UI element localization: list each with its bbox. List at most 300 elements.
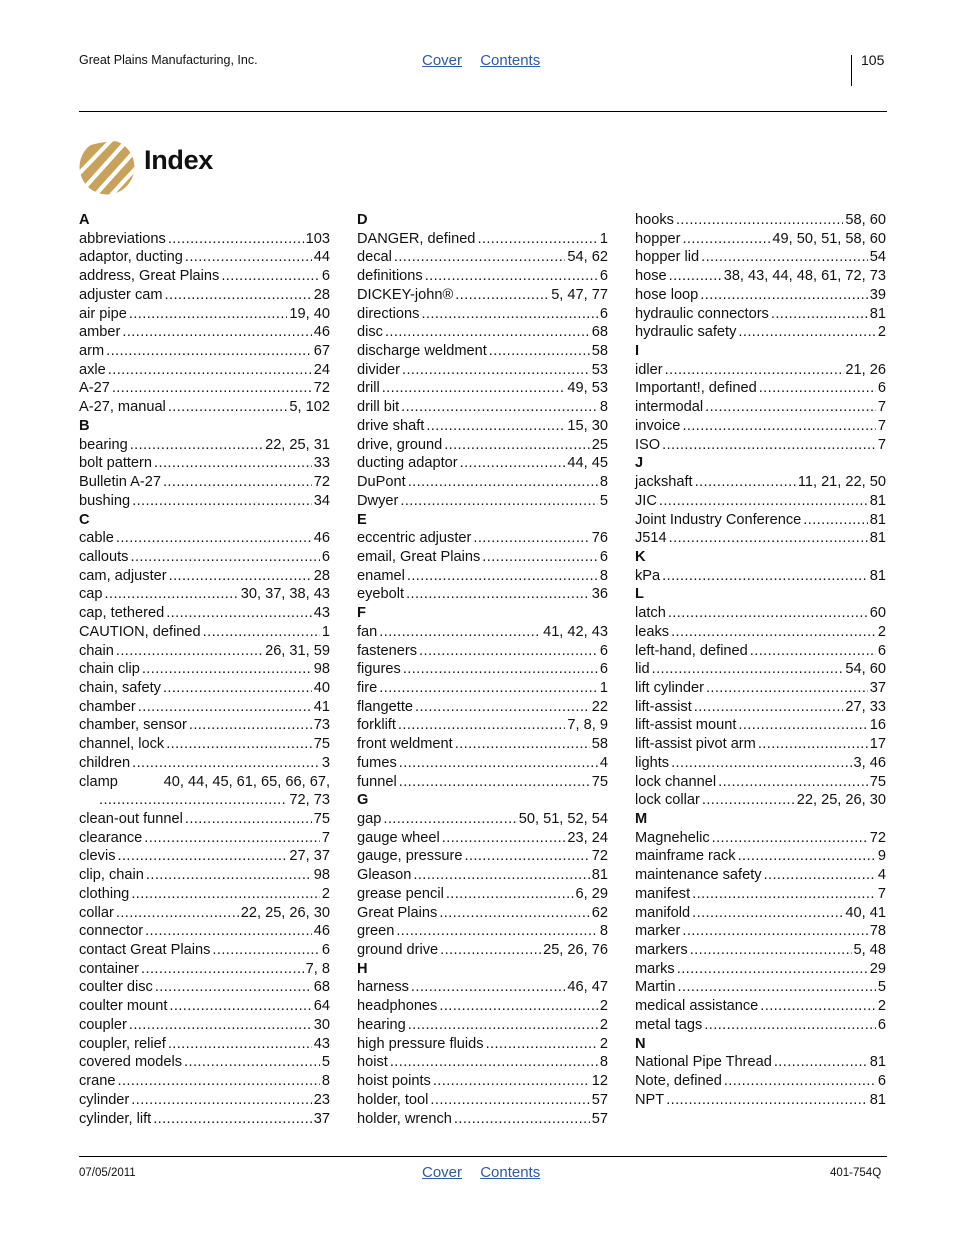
entry-pages: 78 — [869, 923, 886, 940]
index-entry — [357, 1072, 608, 1091]
index-entry — [79, 623, 330, 642]
entry-pages: 41 — [313, 698, 330, 715]
cover-link[interactable]: Cover — [422, 52, 463, 69]
entry-pages: 8 — [599, 474, 608, 491]
entry-term: Great Plains — [357, 904, 438, 921]
letter-label: G — [357, 792, 369, 809]
entry-term: coupler — [79, 1016, 127, 1033]
entry-pages: 6 — [321, 548, 330, 565]
dot-leader — [169, 567, 312, 586]
entry-term: markers — [635, 942, 688, 959]
entry-term: hoist points — [357, 1073, 431, 1090]
index-entry — [79, 1016, 330, 1035]
entry-term: callouts — [79, 548, 129, 565]
entry-term: DICKEY-john® — [357, 286, 454, 303]
dot-leader — [659, 492, 868, 511]
index-entry — [79, 829, 330, 848]
dot-leader — [408, 473, 598, 492]
dot-leader — [665, 361, 844, 380]
index-entry — [357, 492, 608, 511]
index-entry — [635, 286, 886, 305]
index-entry — [635, 960, 886, 979]
entry-term: gap — [357, 811, 382, 827]
entry-pages: 17 — [869, 736, 886, 753]
entry-term: hydraulic safety — [635, 324, 737, 341]
entry-term: hose — [635, 268, 667, 285]
dot-leader — [700, 286, 867, 305]
entry-pages: 36 — [591, 586, 608, 603]
dot-leader — [486, 1035, 598, 1054]
dot-leader — [185, 810, 312, 829]
index-entry — [357, 230, 608, 249]
index-entry — [79, 847, 330, 866]
great-plains-logo-icon — [79, 138, 135, 196]
entry-pages: 6 — [599, 548, 608, 565]
entry-term: fasteners — [357, 642, 418, 659]
entry-pages: 9 — [877, 848, 886, 865]
index-entry — [635, 211, 886, 230]
entry-term: contact Great Plains — [79, 942, 211, 959]
dot-leader — [774, 1053, 868, 1072]
dot-leader — [473, 529, 589, 548]
dot-leader — [141, 960, 304, 979]
dot-leader — [153, 1110, 312, 1129]
entry-pages: 72, 73 — [289, 792, 330, 809]
index-entry — [357, 847, 608, 866]
index-entry — [635, 829, 886, 848]
entry-pages: 25, 26, 76 — [543, 942, 608, 959]
entry-term: holder, wrench — [357, 1110, 452, 1127]
entry-term: covered models — [79, 1054, 183, 1071]
dot-leader — [129, 1016, 312, 1035]
entry-pages: 25 — [591, 436, 608, 453]
entry-term: invoice — [635, 417, 681, 434]
dot-leader — [116, 529, 312, 548]
entry-term: hopper lid — [635, 249, 700, 266]
entry-pages: 6 — [599, 661, 608, 678]
contents-link[interactable]: Contents — [480, 1164, 541, 1181]
entry-pages: 62 — [591, 904, 608, 921]
entry-term: lock channel — [635, 773, 717, 790]
entry-pages: 58 — [591, 343, 608, 360]
entry-pages: 81 — [869, 1054, 886, 1071]
entry-term: J514 — [635, 530, 667, 547]
index-entry — [635, 642, 886, 661]
dot-leader — [724, 1072, 876, 1091]
index-entry — [357, 698, 608, 717]
index-entry — [635, 417, 886, 436]
dot-leader — [116, 904, 239, 923]
spacer — [118, 773, 164, 792]
dot-leader — [116, 642, 263, 661]
index-entry — [357, 735, 608, 754]
entry-pages: 30 — [313, 1016, 330, 1033]
entry-term: clamp — [79, 773, 118, 790]
dot-leader — [442, 829, 566, 848]
dot-leader — [760, 997, 876, 1016]
entry-term: maintenance safety — [635, 867, 762, 884]
index-entry — [635, 567, 886, 586]
entry-term: idler — [635, 361, 663, 378]
entry-term: email, Great Plains — [357, 548, 481, 565]
entry-pages: 54 — [869, 249, 886, 266]
letter-label: L — [635, 586, 644, 603]
entry-pages: 3 — [321, 754, 330, 771]
entry-term: chain clip — [79, 661, 140, 678]
entry-pages: 81 — [869, 492, 886, 509]
index-entry — [79, 454, 330, 473]
entry-pages: 28 — [313, 286, 330, 303]
entry-pages: 46 — [313, 923, 330, 940]
dot-leader — [130, 436, 263, 455]
entry-term: chamber — [79, 698, 136, 715]
entry-pages: 7 — [877, 399, 886, 416]
entry-term: coupler, relief — [79, 1035, 166, 1052]
dot-leader — [444, 436, 590, 455]
entry-pages: 2 — [599, 1016, 608, 1033]
entry-term: hooks — [635, 212, 674, 228]
entry-pages: 75 — [313, 811, 330, 827]
entry-term: figures — [357, 661, 401, 678]
entry-term: bushing — [79, 492, 131, 509]
index-entry — [357, 978, 608, 997]
index-entry — [79, 1035, 330, 1054]
entry-term: drill — [357, 380, 380, 397]
entry-term: manifold — [635, 904, 691, 921]
entry-term: jackshaft — [635, 474, 693, 491]
index-entry — [79, 642, 330, 661]
entry-pages: 6 — [877, 642, 886, 659]
entry-term: leaks — [635, 623, 670, 640]
entry-pages: 103 — [305, 230, 330, 247]
entry-term: funnel — [357, 773, 397, 790]
index-entry — [79, 342, 330, 361]
index-letter-heading — [635, 1035, 886, 1054]
dot-leader — [682, 230, 770, 249]
entry-pages: 43 — [313, 605, 330, 622]
index-entry — [79, 1072, 330, 1091]
dot-leader — [131, 1091, 311, 1110]
entry-pages: 46 — [313, 324, 330, 341]
dot-leader — [118, 1072, 320, 1091]
company-name: Great Plains Manufacturing, Inc. — [79, 53, 258, 67]
index-entry — [357, 1016, 608, 1035]
dot-leader — [669, 529, 868, 548]
entry-pages: 72 — [869, 829, 886, 846]
dot-leader — [704, 1016, 876, 1035]
entry-pages: 49, 53 — [567, 380, 608, 397]
dot-leader — [379, 679, 598, 698]
dot-leader — [701, 248, 868, 267]
dot-leader — [678, 978, 876, 997]
index-entry — [635, 791, 886, 810]
entry-pages: 33 — [313, 455, 330, 472]
index-entry — [79, 248, 330, 267]
index-entry — [635, 1091, 886, 1110]
dot-leader — [489, 342, 590, 361]
index-entry — [357, 454, 608, 473]
entry-pages: 6 — [599, 305, 608, 322]
dot-leader — [413, 866, 589, 885]
entry-pages: 46, 47 — [567, 979, 608, 996]
dot-leader — [168, 398, 288, 417]
entry-term: intermodal — [635, 399, 704, 416]
letter-label: F — [357, 605, 366, 622]
dot-leader — [738, 323, 875, 342]
index-entry — [79, 885, 330, 904]
footer-nav — [422, 1164, 554, 1181]
entry-pages: 3, 46 — [853, 754, 886, 771]
entry-term: fumes — [357, 754, 397, 771]
letter-label: B — [79, 417, 90, 434]
contents-link[interactable]: Contents — [480, 52, 541, 69]
entry-pages: 2 — [321, 885, 330, 902]
entry-term: eyebolt — [357, 586, 405, 603]
entry-pages: 26, 31, 59 — [265, 642, 330, 659]
entry-pages: 22, 25, 31 — [265, 436, 330, 453]
index-entry — [357, 417, 608, 436]
index-entry — [635, 866, 886, 885]
dot-leader — [712, 829, 868, 848]
dot-leader — [398, 716, 566, 735]
index-entry — [79, 567, 330, 586]
index-entry — [357, 941, 608, 960]
entry-pages: 19, 40 — [289, 305, 330, 322]
entry-pages: 58 — [591, 736, 608, 753]
entry-term: air pipe — [79, 305, 127, 322]
index-entry — [635, 754, 886, 773]
index-entry — [357, 1035, 608, 1054]
entry-term: chain, safety — [79, 679, 161, 696]
entry-pages: 44 — [313, 249, 330, 266]
index-entry — [79, 698, 330, 717]
index-letter-heading — [79, 211, 330, 230]
entry-pages: 11, 21, 22, 50 — [797, 474, 886, 491]
index-letter-heading — [635, 454, 886, 473]
entry-term: hose loop — [635, 286, 699, 303]
entry-pages: 8 — [321, 1073, 330, 1090]
entry-term: chamber, sensor — [79, 717, 187, 734]
entry-term: front weldment — [357, 736, 453, 753]
entry-term: kPa — [635, 567, 661, 584]
entry-pages: 53 — [591, 361, 608, 378]
dot-leader — [415, 698, 590, 717]
entry-term: gauge, pressure — [357, 848, 463, 865]
dot-leader — [122, 323, 311, 342]
index-entry — [79, 1110, 330, 1129]
entry-term: cap — [79, 586, 103, 603]
entry-term: NPT — [635, 1091, 665, 1108]
entry-pages: 2 — [599, 1035, 608, 1052]
entry-term: headphones — [357, 998, 438, 1015]
index-entry — [357, 642, 608, 661]
page-number: 105 — [861, 52, 885, 68]
dot-leader — [390, 1053, 598, 1072]
index-letter-heading — [635, 585, 886, 604]
entry-pages: 8 — [599, 399, 608, 416]
entry-pages: 2 — [599, 998, 608, 1015]
top-rule — [79, 111, 887, 112]
entry-pages: 24 — [313, 361, 330, 378]
dot-leader — [379, 623, 541, 642]
index-entry — [79, 379, 330, 398]
entry-term: bearing — [79, 436, 128, 453]
entry-pages: 76 — [591, 530, 608, 547]
dot-leader — [105, 585, 239, 604]
letter-label: K — [635, 548, 646, 565]
index-entry — [635, 847, 886, 866]
index-entry — [79, 1091, 330, 1110]
dot-leader — [692, 904, 843, 923]
entry-term: disc — [357, 324, 383, 341]
entry-term: children — [79, 754, 131, 771]
index-entry — [79, 323, 330, 342]
dot-leader — [106, 342, 312, 361]
entry-term: clothing — [79, 885, 130, 902]
index-entry — [79, 904, 330, 923]
entry-term: A-27, manual — [79, 399, 166, 416]
entry-term: cam, adjuster — [79, 567, 167, 584]
index-entry — [357, 361, 608, 380]
index-entry — [635, 997, 886, 1016]
entry-term: drive shaft — [357, 417, 425, 434]
entry-pages: 21, 26 — [845, 361, 886, 378]
dot-leader — [145, 922, 312, 941]
entry-term: adjuster cam — [79, 286, 163, 303]
entry-pages: 49, 50, 51, 58, 60 — [772, 230, 886, 247]
entry-term: ground drive — [357, 942, 439, 959]
entry-term: grease pencil — [357, 885, 444, 902]
entry-pages: 46 — [313, 530, 330, 547]
index-entry — [357, 1053, 608, 1072]
index-entry — [635, 604, 886, 623]
entry-term: discharge weldment — [357, 343, 487, 360]
index-entry — [357, 997, 608, 1016]
entry-term: Joint Industry Conference — [635, 511, 802, 528]
index-entry — [635, 398, 886, 417]
dot-leader — [455, 735, 590, 754]
index-entry — [635, 735, 886, 754]
entry-term: lid — [635, 661, 650, 678]
dot-leader — [666, 1091, 868, 1110]
dot-leader — [394, 248, 566, 267]
dot-leader — [764, 866, 876, 885]
dot-leader — [803, 511, 867, 530]
index-entry — [79, 978, 330, 997]
dot-leader — [129, 305, 288, 324]
dot-leader — [221, 267, 320, 286]
entry-pages: 81 — [869, 530, 886, 547]
entry-pages: 8 — [599, 567, 608, 584]
dot-leader — [662, 436, 876, 455]
dot-leader — [184, 1053, 320, 1072]
dot-leader — [396, 922, 598, 941]
entry-term: Dwyer — [357, 492, 399, 509]
entry-term: fan — [357, 623, 378, 640]
entry-pages: 23, 24 — [567, 829, 608, 846]
entry-term: fire — [357, 679, 378, 696]
entry-pages: 54, 62 — [567, 249, 608, 266]
index-entry — [79, 492, 330, 511]
index-entry — [79, 585, 330, 604]
index-entry — [357, 248, 608, 267]
index-entry — [635, 305, 886, 324]
entry-pages: 2 — [877, 998, 886, 1015]
letter-label: H — [357, 960, 368, 977]
dot-leader — [168, 230, 304, 249]
entry-pages: 98 — [313, 867, 330, 884]
entry-pages: 34 — [313, 492, 330, 509]
index-entry — [357, 1110, 608, 1129]
letter-label: M — [635, 811, 648, 827]
dot-leader — [439, 904, 589, 923]
entry-pages: 37 — [869, 679, 886, 696]
letter-label: J — [635, 455, 644, 472]
dot-leader — [460, 454, 566, 473]
dot-leader — [433, 1072, 590, 1091]
entry-term: drive, ground — [357, 436, 443, 453]
dot-leader — [407, 567, 598, 586]
indent — [79, 791, 97, 810]
index-entry — [635, 1016, 886, 1035]
entry-term: cylinder, lift — [79, 1110, 152, 1127]
entry-pages: 68 — [313, 979, 330, 996]
entry-term: bolt pattern — [79, 455, 153, 472]
entry-term: enamel — [357, 567, 405, 584]
entry-pages: 30, 37, 38, 43 — [240, 586, 330, 603]
index-entry — [357, 585, 608, 604]
index-entry — [79, 716, 330, 735]
entry-pages: 73 — [313, 717, 330, 734]
dot-leader — [706, 679, 868, 698]
entry-pages: 50, 51, 52, 54 — [518, 811, 608, 827]
index-entry — [635, 716, 886, 735]
cover-link[interactable]: Cover — [422, 1164, 463, 1181]
entry-term: marker — [635, 923, 681, 940]
entry-term: eccentric adjuster — [357, 530, 472, 547]
entry-term: Bulletin A-27 — [79, 474, 161, 491]
entry-term: adaptor, ducting — [79, 249, 183, 266]
dot-leader — [464, 847, 589, 866]
index-entry — [357, 904, 608, 923]
dot-leader — [146, 866, 312, 885]
entry-term: hydraulic connectors — [635, 305, 769, 322]
entry-term: DANGER, defined — [357, 230, 476, 247]
dot-leader — [163, 679, 312, 698]
entry-term: cable — [79, 530, 114, 547]
dot-leader — [738, 716, 867, 735]
dot-leader — [402, 361, 590, 380]
dot-leader — [185, 248, 312, 267]
entry-pages: 37 — [313, 1110, 330, 1127]
entry-term: collar — [79, 904, 114, 921]
index-column-3 — [635, 211, 886, 1110]
entry-pages: 16 — [869, 717, 886, 734]
entry-pages: 81 — [869, 1091, 886, 1108]
dot-leader — [705, 398, 876, 417]
entry-pages: 54, 60 — [845, 661, 886, 678]
index-entry — [635, 323, 886, 342]
entry-term: lift-assist pivot arm — [635, 736, 756, 753]
dot-leader — [112, 379, 312, 398]
entry-pages: 5 — [877, 979, 886, 996]
dot-leader — [750, 642, 876, 661]
index-entry — [635, 1072, 886, 1091]
entry-term: cap, tethered — [79, 605, 165, 622]
entry-pages: 7 — [877, 885, 886, 902]
page-title: Index — [144, 145, 214, 175]
entry-pages: 98 — [313, 661, 330, 678]
